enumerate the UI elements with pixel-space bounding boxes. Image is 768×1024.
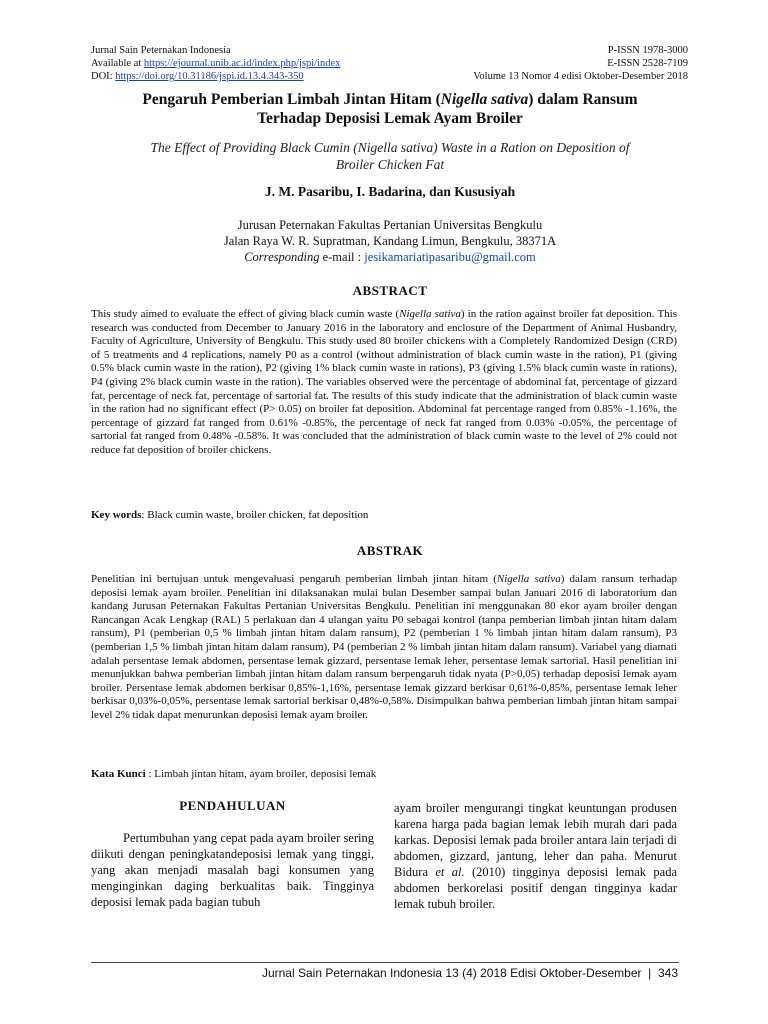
corresponding-email[interactable]: jesikamariatipasaribu@gmail.com	[364, 250, 536, 264]
journal-url-link[interactable]: https://ejournal.unib.ac.id/index.php/jspi/index	[143, 58, 341, 69]
footer-separator: |	[648, 966, 652, 980]
abstrak-heading: ABSTRAK	[356, 543, 424, 558]
affiliation	[90, 217, 690, 265]
abstrak-keywords: Kata Kunci : Limbah jintan hitam, ayam broiler, deposisi lemak	[91, 768, 377, 780]
footer-rule	[91, 962, 679, 963]
page-number: 343	[657, 966, 678, 980]
doi-link[interactable]: https://doi.org/10.31186/jspi.id.13.4.343-350	[115, 71, 304, 82]
journal-name: Jurnal Sain Peternakan Indonesia	[91, 45, 231, 56]
doi-line: DOI: https://doi.org/10.31186/jspi.id.13.4.343-350	[91, 71, 304, 82]
introduction-column-2: ayam broiler mengurangi tingkat keuntungan produsen karena harga pada bagian lemak lebih murah dari pada karkas. Deposisi lemak pada broiler antara lain terjadi di abdomen, gizzard, jantung, leher dan paha. Menurut Bidura et al. (2010) tingginya deposisi lemak pada abdomen berkorelasi positif dengan tingginya kadar lemak tubuh broiler.	[394, 801, 677, 911]
journal-header-left	[91, 44, 431, 83]
introduction-column-1: Pertumbuhan yang cepat pada ayam broiler sering diikuti dengan peningkatandeposisi lemak yang tinggi, yang akan menjadi masalah bagi konsumen yang menginginkan daging berkualitas baik. Tingginya deposisi lemak pada bagian tubuh	[91, 831, 374, 909]
affiliation-address: Jalan Raya W. R. Supratman, Kandang Limun, Bengkulu, 38371A	[223, 234, 557, 248]
corresponding-line: Corresponding e-mail : jesikamariatipasaribu@gmail.com	[244, 250, 536, 264]
authors: J. M. Pasaribu, I. Badarina, dan Kususiyah	[264, 184, 516, 199]
page-footer	[91, 966, 678, 980]
available-line: Available at https://ejournal.unib.ac.id/index.php/jspi/index	[91, 58, 341, 69]
p-issn: P-ISSN 1978-3000	[607, 45, 688, 56]
e-issn: E-ISSN 2528-7109	[607, 58, 688, 69]
english-title: The Effect of Providing Black Cumin (Nigella sativa) Waste in a Ration on Deposition of Broiler Chicken Fat	[150, 140, 630, 172]
introduction-heading: PENDAHULUAN	[179, 798, 286, 813]
abstract-body: This study aimed to evaluate the effect of giving black cumin waste (Nigella sativa) in the ration against broiler fat deposition. This research was conducted from December to January 2016 in the laboratory and enclosure of the Department of Animal Husbandry, Faculty of Agriculture, University of Bengkulu. This study used 80 broiler chickens with a Completely Randomized Design (CRD) of 5 treatments and 4 replications, namely P0 as a control (without administration of black cumin waste in the ration), P1 (giving 0.5% black cumin waste in the ration), P2 (giving 1% black cumin waste in rations), P3 (giving 1.5% black cumin waste in rations), P4 (giving 2% black cumin waste in the ration). The variables observed were the percentage of abdominal fat, percentage of gizzard fat, percentage of neck fat, percentage of sartorial fat. The results of this study indicate that the administration of black cumin waste in the ration had no significant effect (P> 0.05) on broiler fat deposition. Abdominal fat percentage ranged from 0.85% -1.16%, the percentage of gizzard fat ranged from 0.61% -0.85%, the percentage of neck fat ranged from 0.03% -0.05%, the percentage of sartorial fat ranged from 0.48% -0.58%. It was concluded that the administration of black cumin waste to the level of 2% could not reduce fat deposition of broiler chickens.	[91, 308, 677, 456]
affiliation-dept: Jurusan Peternakan Fakultas Pertanian Universitas Bengkulu	[237, 218, 543, 232]
volume-info: Volume 13 Nomor 4 edisi Oktober-Desember 2018	[473, 71, 688, 82]
paper-title: Pengaruh Pemberian Limbah Jintan Hitam (Nigella sativa) dalam Ransum Terhadap Deposisi Lemak Ayam Broiler	[142, 91, 638, 127]
abstract-keywords: Key words: Black cumin waste, broiler chicken, fat deposition	[91, 509, 369, 521]
footer-journal: Jurnal Sain Peternakan Indonesia 13 (4) 2018 Edisi Oktober-Desember	[261, 966, 642, 980]
journal-header-right	[400, 44, 688, 83]
abstrak-body: Penelitian ini bertujuan untuk mengevaluasi pengaruh pemberian limbah jintan hitam (Nigella sativa) dalam ransum terhadap deposisi lemak ayam broiler. Penelitian ini dilaksanakan mulai bulan Desember sampai bulan Januari 2016 di laboratorium dan kandang Jurusan Peternakan Fakultas Pertanian Universitas Bengkulu. Penelitian ini menggunakan 80 ekor ayam broiler dengan Rancangan Acak Lengkap (RAL) 5 perlakuan dan 4 ulangan yaitu P0 sebagai kontrol (tanpa pemberian limbah jintan hitam dalam ransum), P1 (pemberian 0,5 % limbah jintan hitam dalam ransum), P2 (pemberian 1 % limbah jintan hitam dalam ransum), P3 (pemberian 1,5 % limbah jintan hitam dalam ransum), P4 (pemberian 2 % limbah jintan hitam dalam ransum). Variabel yang diamati adalah persentase lemak abdomen, persentase lemak gizzard, persentase lemak leher, persentase lemak sartorial. Hasil penelitian ini menunjukkan bahwa pemberian limbah jintan hitam dalam ransum berpengaruh tidak nyata (P>0,05) terhadap deposisi lemak ayam broiler. Persentase lemak abdomen berkisar 0,85%-1,16%, persentase lemak gizzard berkisar 0,61%-0,85%, persentase lemak leher berkisar 0,03%-0,05%, persentase lemak sartorial berkisar 0,48%-0,58%. Disimpulkan bahwa pemberian limbah jintan hitam sampai level 2% tidak dapat menurunkan deposisi lemak ayam broiler.	[91, 573, 677, 721]
abstract-heading: ABSTRACT	[352, 283, 428, 298]
title-species: Nigella sativa	[440, 91, 529, 108]
